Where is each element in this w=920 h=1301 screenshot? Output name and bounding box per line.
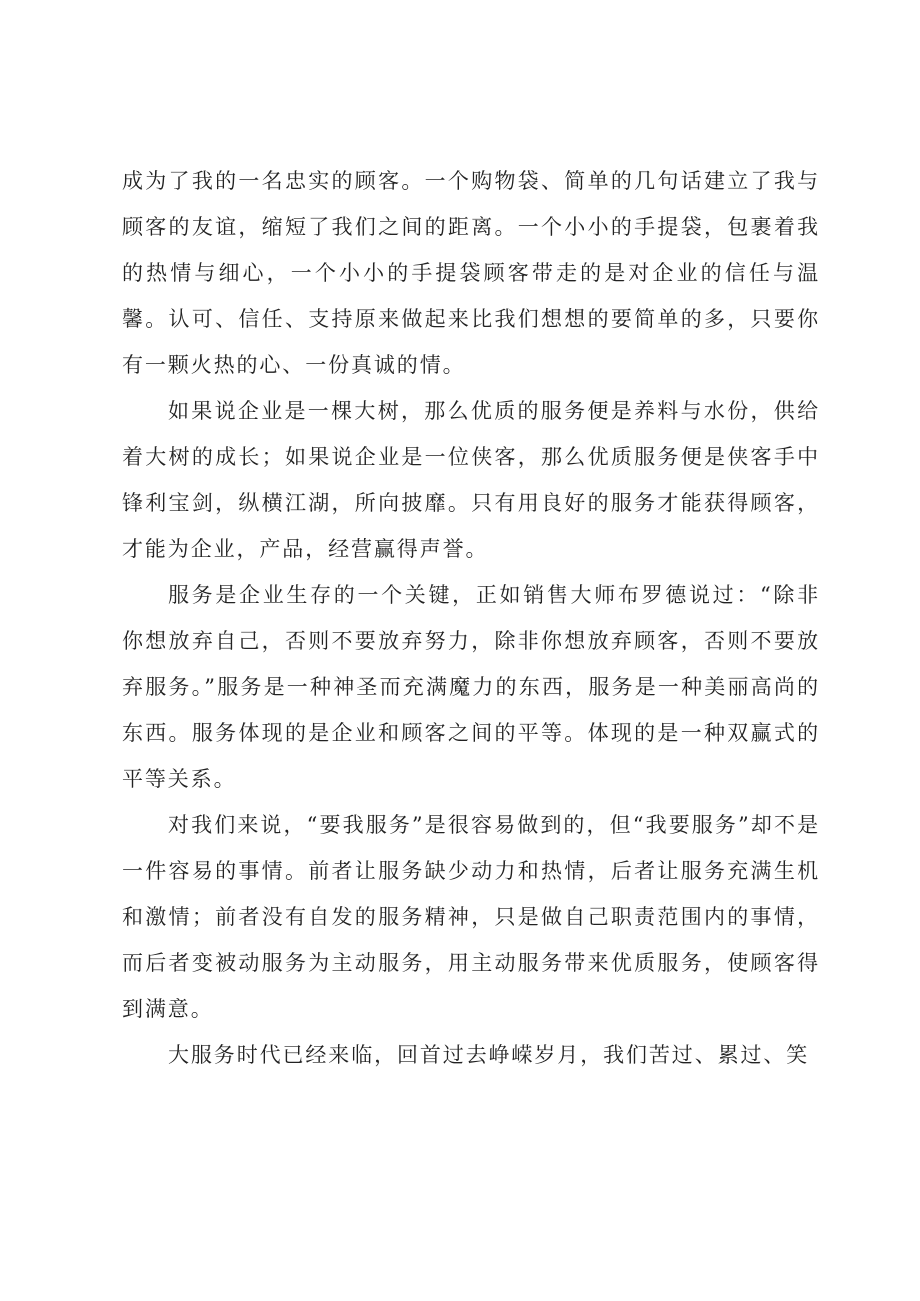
document-body: [122, 158, 820, 1078]
paragraph-4: 对我们来说，“要我服务”是很容易做到的，但“我要服务”却不是一件容易的事情。前者让服务缺少动力和热情，后者让服务充满生机和激情；前者没有自发的服务精神，只是做自己职责范围内的事情，而后者变被动服务为主动服务，用主动服务带来优质服务，使顾客得到满意。: [122, 813, 820, 1021]
paragraph-2: 如果说企业是一棵大树，那么优质的服务便是养料与水份，供给着大树的成长；如果说企业是一位侠客，那么优质服务便是侠客手中锋利宝剑，纵横江湖，所向披靡。只有用良好的服务才能获得顾客，才能为企业，产品，经营赢得声誉。: [122, 399, 820, 561]
paragraph-1: 成为了我的一名忠实的顾客。一个购物袋、简单的几句话建立了我与顾客的友谊，缩短了我们之间的距离。一个小小的手提袋，包裹着我的热情与细心，一个小小的手提袋顾客带走的是对企业的信任与温馨。认可、信任、支持原来做起来比我们想想的要简单的多，只要你有一颗火热的心、一份真诚的情。: [122, 169, 820, 377]
paragraph-5: 大服务时代已经来临，回首过去峥嵘岁月，我们苦过、累过、笑: [168, 1043, 810, 1067]
paragraph-3: 服务是企业生存的一个关键，正如销售大师布罗德说过：“除非你想放弃自己，否则不要放弃努力，除非你想放弃顾客，否则不要放弃服务。”服务是一种神圣而充满魔力的东西，服务是一种美丽高尚的东西。服务体现的是企业和顾客之间的平等。体现的是一种双赢式的平等关系。: [122, 583, 820, 791]
